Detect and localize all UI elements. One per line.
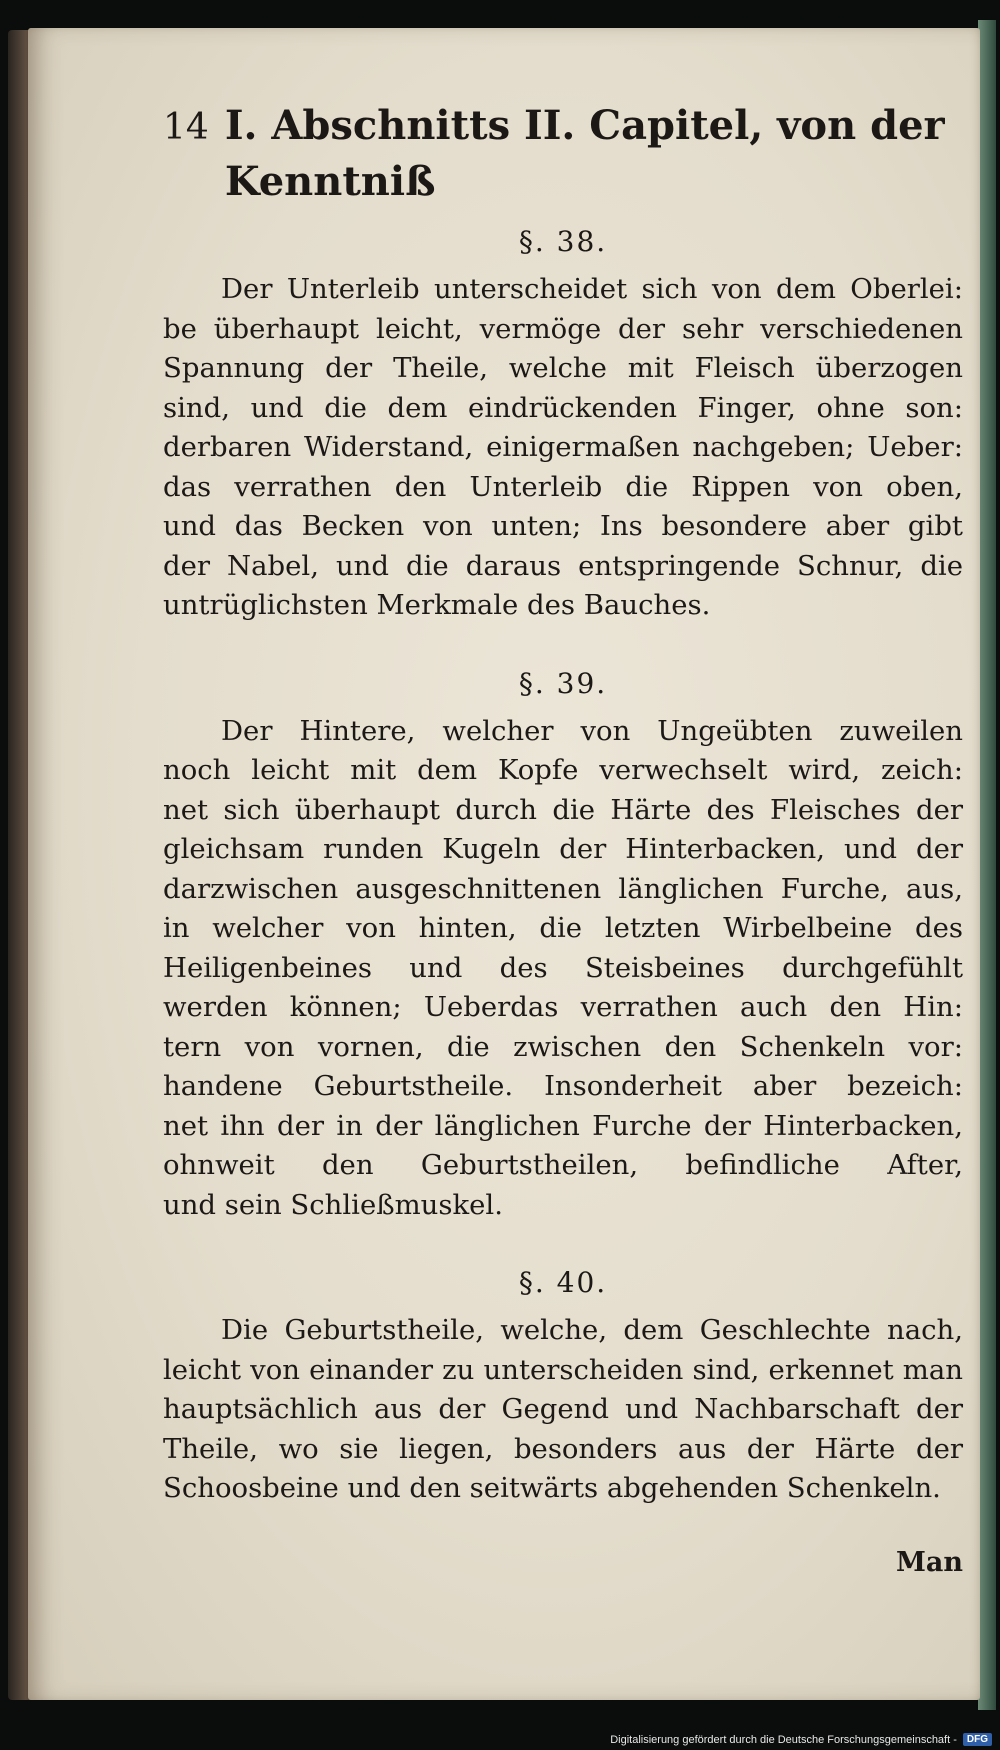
text-line: der Nabel, und die daraus entspringende Schnur, die bbox=[163, 549, 963, 582]
book-cover-edge bbox=[978, 20, 996, 1710]
text-line: untrüglichsten Merkmale des Bauches. bbox=[163, 589, 711, 621]
text-line: Theile, wo sie liegen, besonders aus der Härte der bbox=[163, 1432, 963, 1465]
text-line: das verrathen den Unterleib die Rippen von oben, bbox=[163, 470, 963, 503]
text-line: sind, und die dem eindrückenden Finger, ohne son: bbox=[163, 391, 963, 424]
sections-container bbox=[163, 220, 963, 1509]
text-line: gleichsam runden Kugeln der Hinterbacken, und der bbox=[163, 833, 963, 865]
text-line: hauptsächlich aus der Gegend und Nachbarschaft der bbox=[163, 1393, 963, 1425]
text-line: Die Geburtstheile, welche, dem Geschlechte nach, bbox=[221, 1314, 963, 1346]
text-line: handene Geburtstheile. Insonderheit aber bezeich: bbox=[163, 1070, 963, 1102]
text-line: Der Unterleib unterscheidet sich von dem Oberlei: bbox=[221, 273, 963, 305]
running-head bbox=[163, 98, 963, 210]
section-heading: §. 39. bbox=[518, 666, 608, 700]
book-page bbox=[28, 28, 980, 1700]
text-line: und sein Schließmuskel. bbox=[163, 1188, 503, 1221]
text-line: und das Becken von unten; Ins besondere aber gibt bbox=[163, 510, 963, 542]
funding-credit: Digitalisierung gefördert durch die Deutsche Forschungsgemeinschaft - bbox=[610, 1733, 957, 1746]
text-line: Schoosbeine und den seitwärts abgehenden Schenkeln. bbox=[163, 1472, 941, 1504]
text-line: Der Hintere, welcher von Ungeübten zuweilen bbox=[221, 714, 963, 747]
text-line: derbaren Widerstand, einigermaßen nachgeben; Ueber: bbox=[163, 431, 963, 463]
text-line: net ihn der in der länglichen Furche der Hinterbacken, bbox=[163, 1109, 963, 1142]
text-line: tern von vornen, die zwischen den Schenkeln vor: bbox=[163, 1030, 963, 1063]
text-line: Spannung der Theile, welche mit Fleisch überzogen bbox=[163, 352, 963, 384]
running-title: I. Abschnitts II. Capitel, von der Kenntniß bbox=[224, 102, 945, 205]
text-line: in welcher von hinten, die letzten Wirbelbeine des bbox=[163, 912, 963, 944]
page-text-block bbox=[163, 98, 963, 1581]
page-number: 14 bbox=[163, 107, 209, 148]
text-line: Heiligenbeines und des Steisbeines durchgefühlt bbox=[163, 951, 963, 984]
text-line: werden können; Ueberdas verrathen auch den Hin: bbox=[163, 991, 963, 1023]
section-3 bbox=[163, 1261, 963, 1509]
text-line: ohnweit den Geburtstheilen, befindliche After, bbox=[163, 1149, 963, 1181]
text-line: net sich überhaupt durch die Härte des Fleisches der bbox=[163, 793, 963, 826]
catchword: Man bbox=[895, 1546, 963, 1578]
section-2 bbox=[163, 662, 963, 1226]
text-line: noch leicht mit dem Kopfe verwechselt wird, zeich: bbox=[163, 754, 963, 786]
text-line: be überhaupt leicht, vermöge der sehr verschiedenen bbox=[163, 312, 963, 345]
text-line: leicht von einander zu unterscheiden sind, erkennet man bbox=[163, 1353, 963, 1386]
section-1 bbox=[163, 220, 963, 626]
dfg-logo: DFG bbox=[963, 1733, 992, 1746]
section-heading: §. 38. bbox=[518, 225, 608, 258]
section-heading: §. 40. bbox=[518, 1266, 608, 1299]
digitization-footer bbox=[610, 1733, 992, 1746]
text-line: darzwischen ausgeschnittenen länglichen Furche, aus, bbox=[163, 872, 963, 905]
